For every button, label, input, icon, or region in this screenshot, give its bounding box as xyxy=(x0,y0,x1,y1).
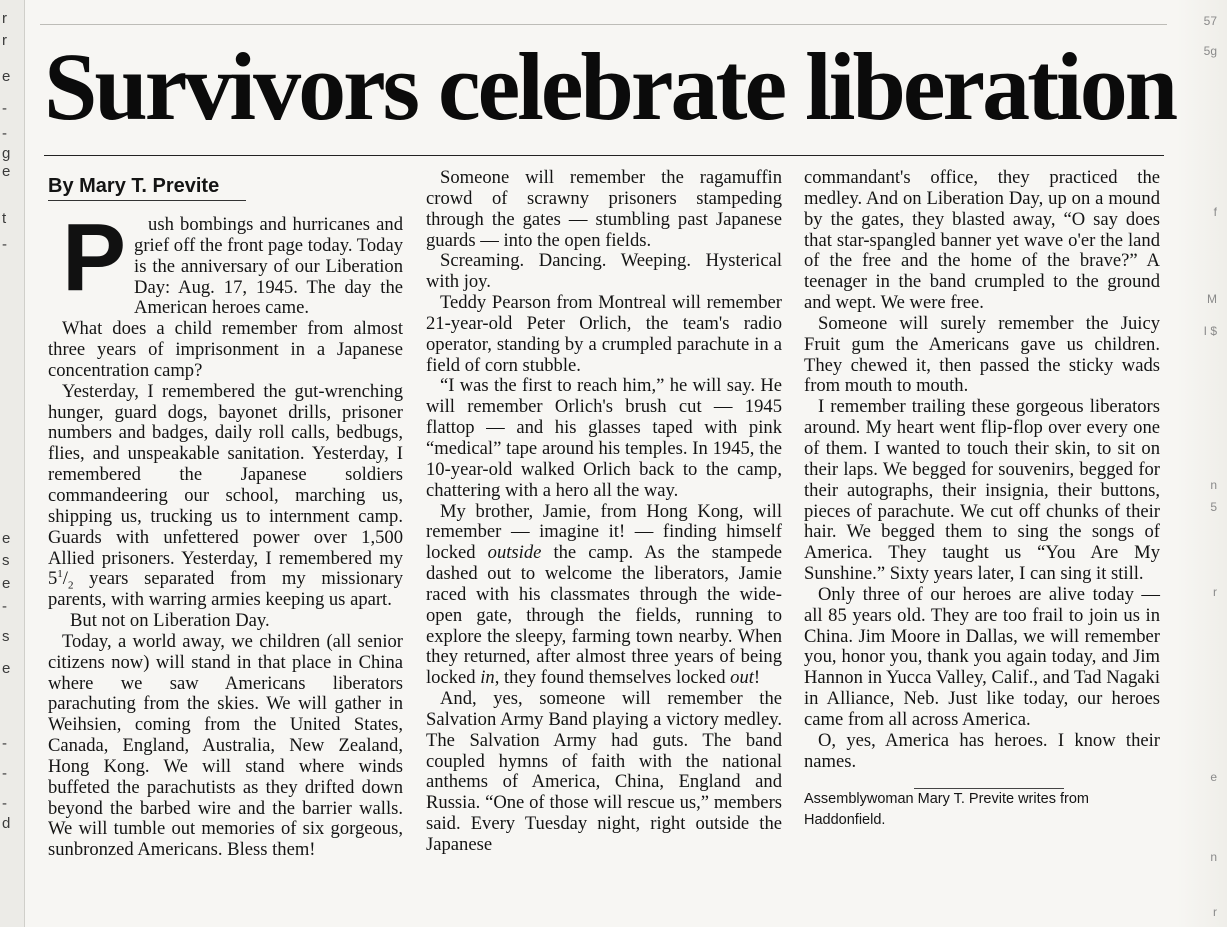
margin-letter: r xyxy=(2,32,7,49)
paragraph: Someone will remember the ragamuffin crowd of scrawny prisoners stampeding through the gates — stumbling past Japanese guards — into the open fields. xyxy=(426,167,782,251)
headline-rule xyxy=(44,155,1164,156)
margin-letter: - xyxy=(2,735,7,752)
margin-letter: - xyxy=(2,598,7,615)
margin-letter: e xyxy=(2,68,11,85)
paragraph: My brother, Jamie, from Hong Kong, will remember — imagine it! — finding himself locked outside the camp. As the stampede dashed out to welcome the liberators, Jamie raced with his classmates through the wide-open gate, through the fields, running to explore the sleepy, farming town nearby. When they returned, after almost three years of being locked in, they found themselves locked out! xyxy=(426,500,782,689)
paragraph: Yesterday, I remembered the gut-wrenching hunger, guard dogs, bayonet drills, prisoner numbers and badges, daily roll calls, bedbugs, flies, and unspeakable sanitation. Yesterday, I remembered the Japanese soldiers commandeering our school, marching us, shipping us, trucking us to internment camp. Guards with unfettered power over 1,500 Allied prisoners. Yesterday, I remembered my $5^1/_2$ years separated from my missionary parents, with warring armies keeping us apart. xyxy=(48,380,403,611)
column-3 xyxy=(804,168,1160,831)
margin-letter: e xyxy=(2,530,11,547)
column-2 xyxy=(426,168,782,856)
margin-letter: - xyxy=(2,236,7,253)
author-bio: Assemblywoman Mary T. Previte writes from Haddonfield. xyxy=(804,791,1089,829)
margin-letter: - xyxy=(2,125,7,142)
margin-letter: e xyxy=(2,163,11,180)
margin-letter: e xyxy=(2,660,11,677)
margin-letter: s xyxy=(2,628,10,645)
paragraph: I remember trailing these gorgeous liberators around. My heart went flip-flop over every one of them. I wanted to touch their skin, to sit on their laps. We begged for souvenirs, begged for their autographs, their insignia, their buttons, pieces of parachute. We cut off chunks of their hair. We begged them to sing the songs of America. They taught us “You Are My Sunshine.” Sixty years later, I can sing it still. xyxy=(804,396,1160,585)
margin-letter: 5 xyxy=(1210,500,1217,514)
margin-letter: e xyxy=(2,575,11,592)
margin-letter: d xyxy=(2,815,11,832)
paragraph: Only three of our heroes are alive today — all 85 years old. They are too frail to join us in China. Jim Moore in Dallas, we will remember you, honor you, thank you again today, and Jim Hannon in Yucca Valley, Calif., and Tad Nagaki in Alliance, Neb. Just like today, our heroes came from all across America. xyxy=(804,583,1160,730)
margin-letter: r xyxy=(1213,585,1217,599)
paragraph: “I was the first to reach him,” he will say. He will remember Orlich's brush cut — 1945 flattop — and his glasses taped with pink “medical” tape around his temples. In 1945, the 10-year-old walked Orlich back to the camp, chattering with a hero all the way. xyxy=(426,375,782,501)
paragraph: Teddy Pearson from Montreal will remember 21-year-old Peter Orlich, the team's radio operator, standing by a crumpled parachute in a field of corn stubble. xyxy=(426,292,782,376)
margin-letter: 5g xyxy=(1203,44,1217,58)
paragraph: And, yes, someone will remember the Salvation Army Band playing a victory medley. The Salvation Army had guts. The band coupled hymns of faith with the national anthems of America, China, England and Russia. “One of those will rescue us,” members said. Every Tuesday night, right outside the Japanese xyxy=(426,688,782,855)
margin-letter: f xyxy=(1213,205,1217,219)
margin-letter: I $ xyxy=(1203,324,1217,338)
paragraph: Today, a world away, we children (all senior citizens now) will stand in that place in China where we saw Americans liberators parachuting from the skies. We will gather in Weihsien, coming from the United States, Canada, England, Australia, New Zealand, Hong Kong. We will stand where winds buffeted the parachutists as they drifted down beyond the barbed wire and the barrier walls. We will tumble out memories of six gorgeous, sunbronzed Americans. Bless them! xyxy=(48,630,403,861)
paragraph: Screaming. Dancing. Weeping. Hysterical with joy. xyxy=(426,250,782,293)
column-1 xyxy=(48,168,403,861)
drop-cap: P xyxy=(62,204,127,311)
margin-letter: e xyxy=(1210,770,1217,784)
article-headline: Survivors celebrate liberation xyxy=(44,33,1176,140)
paragraph: O, yes, America has heroes. I know their names. xyxy=(804,729,1160,772)
margin-letter: r xyxy=(1213,905,1217,919)
margin-letter: M xyxy=(1207,292,1217,306)
byline-rule xyxy=(48,200,246,201)
margin-letter: g xyxy=(2,145,11,162)
left-margin-strip xyxy=(0,0,25,927)
paragraph: P ush bombings and hurricanes and grief off the front page today. Today is the anniversary of our Liberation Day: Aug. 17, 1945. The day the American heroes came. xyxy=(48,215,403,319)
top-rule xyxy=(40,24,1167,25)
margin-letter: - xyxy=(2,100,7,117)
margin-letter: - xyxy=(2,765,7,782)
margin-letter: - xyxy=(2,795,7,812)
paragraph: But not on Liberation Day. xyxy=(70,610,270,632)
byline: By Mary T. Previte xyxy=(48,175,220,197)
paragraph: What does a child remember from almost three years of imprisonment in a Japanese concentration camp? xyxy=(48,318,403,381)
margin-letter: s xyxy=(2,552,10,569)
margin-letter: 57 xyxy=(1203,14,1217,28)
right-margin-strip xyxy=(1177,0,1227,927)
paragraph: commandant's office, they practiced the medley. And on Liberation Day, up on a mound by the gates, they blasted away, “O say does that star-spangled banner yet wave o'er the land of the free and the home of the brave?” A teenager in the band crumpled to the ground and wept. We were free. xyxy=(804,167,1160,314)
margin-letter: n xyxy=(1210,850,1217,864)
margin-letter: n xyxy=(1210,478,1217,492)
margin-letter: r xyxy=(2,10,7,27)
margin-letter: t xyxy=(2,210,7,227)
paragraph: Someone will surely remember the Juicy Fruit gum the Americans gave us children. They chewed it, then passed the sticky wads from mouth to mouth. xyxy=(804,312,1160,397)
